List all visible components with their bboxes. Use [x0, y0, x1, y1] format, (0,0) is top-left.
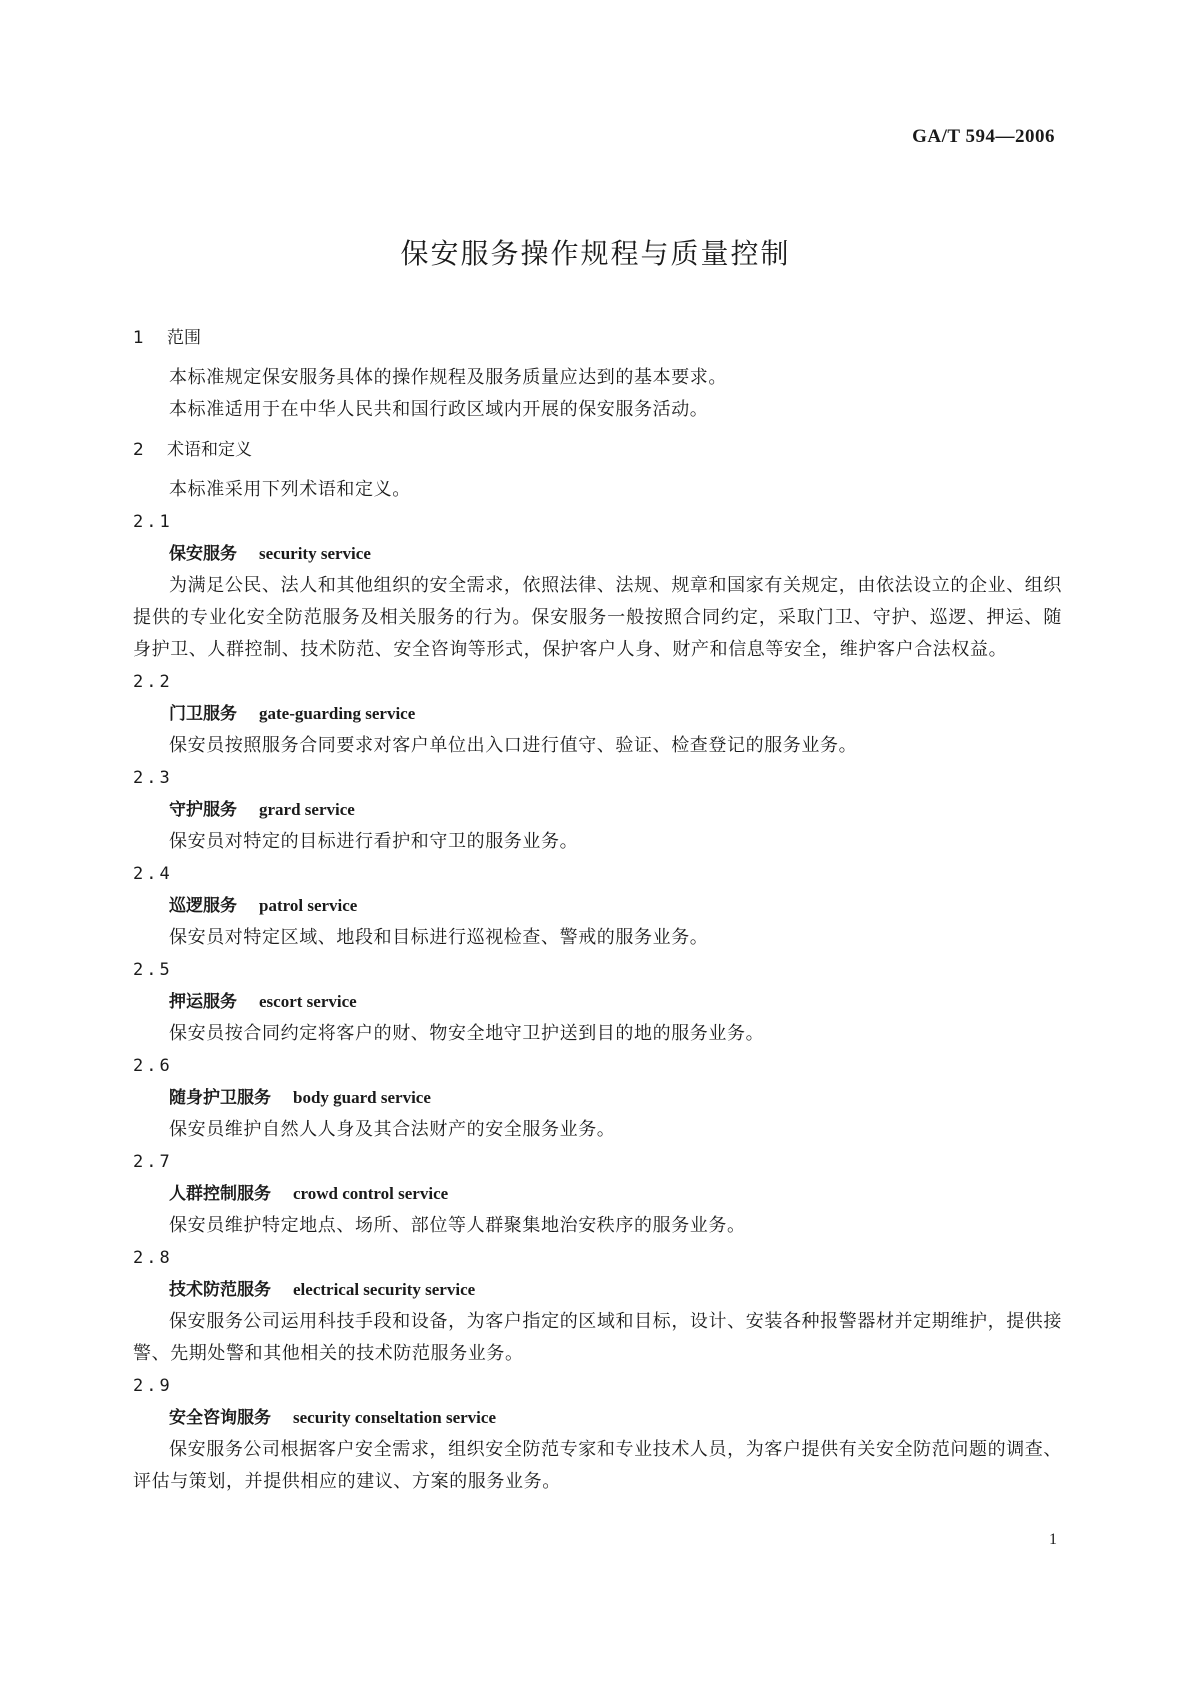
- term-zh: 人群控制服务: [169, 1184, 271, 1204]
- term-definition: 保安员按合同约定将客户的财、物安全地守卫护送到目的地的服务业务。: [169, 1023, 765, 1044]
- term-en: security service: [259, 544, 371, 563]
- term-zh: 门卫服务: [169, 704, 237, 724]
- term-number: 2.8: [133, 1248, 173, 1268]
- term-en: escort service: [259, 992, 357, 1011]
- paragraph: 本标准采用下列术语和定义。: [169, 479, 411, 500]
- term-en: body guard service: [293, 1088, 431, 1107]
- section-heading: [133, 434, 1062, 466]
- term-number: 2.3: [133, 768, 173, 788]
- term-number: 2.7: [133, 1152, 173, 1172]
- term-definition: 保安员对特定的目标进行看护和守卫的服务业务。: [169, 831, 579, 852]
- term-number: 2.5: [133, 960, 173, 980]
- term-zh: 押运服务: [169, 992, 237, 1012]
- term-number: 2.9: [133, 1376, 173, 1396]
- term-title: [133, 1274, 1062, 1306]
- term-zh: 守护服务: [169, 800, 237, 820]
- term-en: gate-guarding service: [259, 704, 416, 723]
- term-zh: 保安服务: [169, 544, 237, 564]
- section-heading: [133, 322, 1062, 354]
- term-en: crowd control service: [293, 1184, 449, 1203]
- term-number: 2.2: [133, 672, 173, 692]
- term-definition: 保安员对特定区域、地段和目标进行巡视检查、警戒的服务业务。: [169, 927, 709, 948]
- term-title: [133, 1402, 1062, 1434]
- section-title: 术语和定义: [167, 440, 252, 460]
- term-zh: 技术防范服务: [169, 1280, 271, 1300]
- term-en: patrol service: [259, 896, 358, 915]
- term-title: [133, 698, 1062, 730]
- document-title: 保安服务操作规程与质量控制: [400, 237, 791, 270]
- section-number: 1: [133, 328, 144, 348]
- term-zh: 巡逻服务: [169, 896, 237, 916]
- term-number: 2.1: [133, 512, 173, 532]
- term-definition: 保安员按照服务合同要求对客户单位出入口进行值守、验证、检查登记的服务业务。: [169, 735, 858, 756]
- term-number: 2.4: [133, 864, 173, 884]
- term-title: [133, 538, 1062, 570]
- section-title: 范围: [167, 328, 201, 348]
- term-zh: 安全咨询服务: [169, 1408, 271, 1428]
- term-title: [133, 890, 1062, 922]
- paragraph: 本标准适用于在中华人民共和国行政区域内开展的保安服务活动。: [169, 399, 709, 420]
- paragraph: 本标准规定保安服务具体的操作规程及服务质量应达到的基本要求。: [169, 367, 727, 388]
- term-title: [133, 986, 1062, 1018]
- term-definition: 保安服务公司运用科技手段和设备，为客户指定的区域和目标，设计、安装各种报警器材并定期维护，提供接警、先期处警和其他相关的技术防范服务业务。: [133, 1311, 1062, 1364]
- section-number: 2: [133, 440, 144, 460]
- term-definition: 保安服务公司根据客户安全需求，组织安全防范专家和专业技术人员，为客户提供有关安全防范问题的调查、评估与策划，并提供相应的建议、方案的服务业务。: [133, 1439, 1062, 1492]
- term-definition: 保安员维护特定地点、场所、部位等人群聚集地治安秩序的服务业务。: [169, 1215, 746, 1236]
- term-definition: 为满足公民、法人和其他组织的安全需求，依照法律、法规、规章和国家有关规定，由依法设立的企业、组织提供的专业化安全防范服务及相关服务的行为。保安服务一般按照合同约定，采取门卫、守护、巡逻、押运、随身护卫、人群控制、技术防范、安全咨询等形式，保护客户人身、财产和信息等安全，维护客户合法权益。: [133, 575, 1062, 660]
- term-title: [133, 1178, 1062, 1210]
- standard-code: GA/T 594—2006: [912, 126, 1055, 147]
- term-zh: 随身护卫服务: [169, 1088, 271, 1108]
- document-body: [133, 322, 1062, 1498]
- page-number: 1: [1049, 1531, 1057, 1548]
- term-en: electrical security service: [293, 1280, 476, 1299]
- term-en: security conseltation service: [293, 1408, 496, 1427]
- term-title: [133, 794, 1062, 826]
- term-title: [133, 1082, 1062, 1114]
- term-en: grard service: [259, 800, 355, 819]
- term-number: 2.6: [133, 1056, 173, 1076]
- term-definition: 保安员维护自然人人身及其合法财产的安全服务业务。: [169, 1119, 616, 1140]
